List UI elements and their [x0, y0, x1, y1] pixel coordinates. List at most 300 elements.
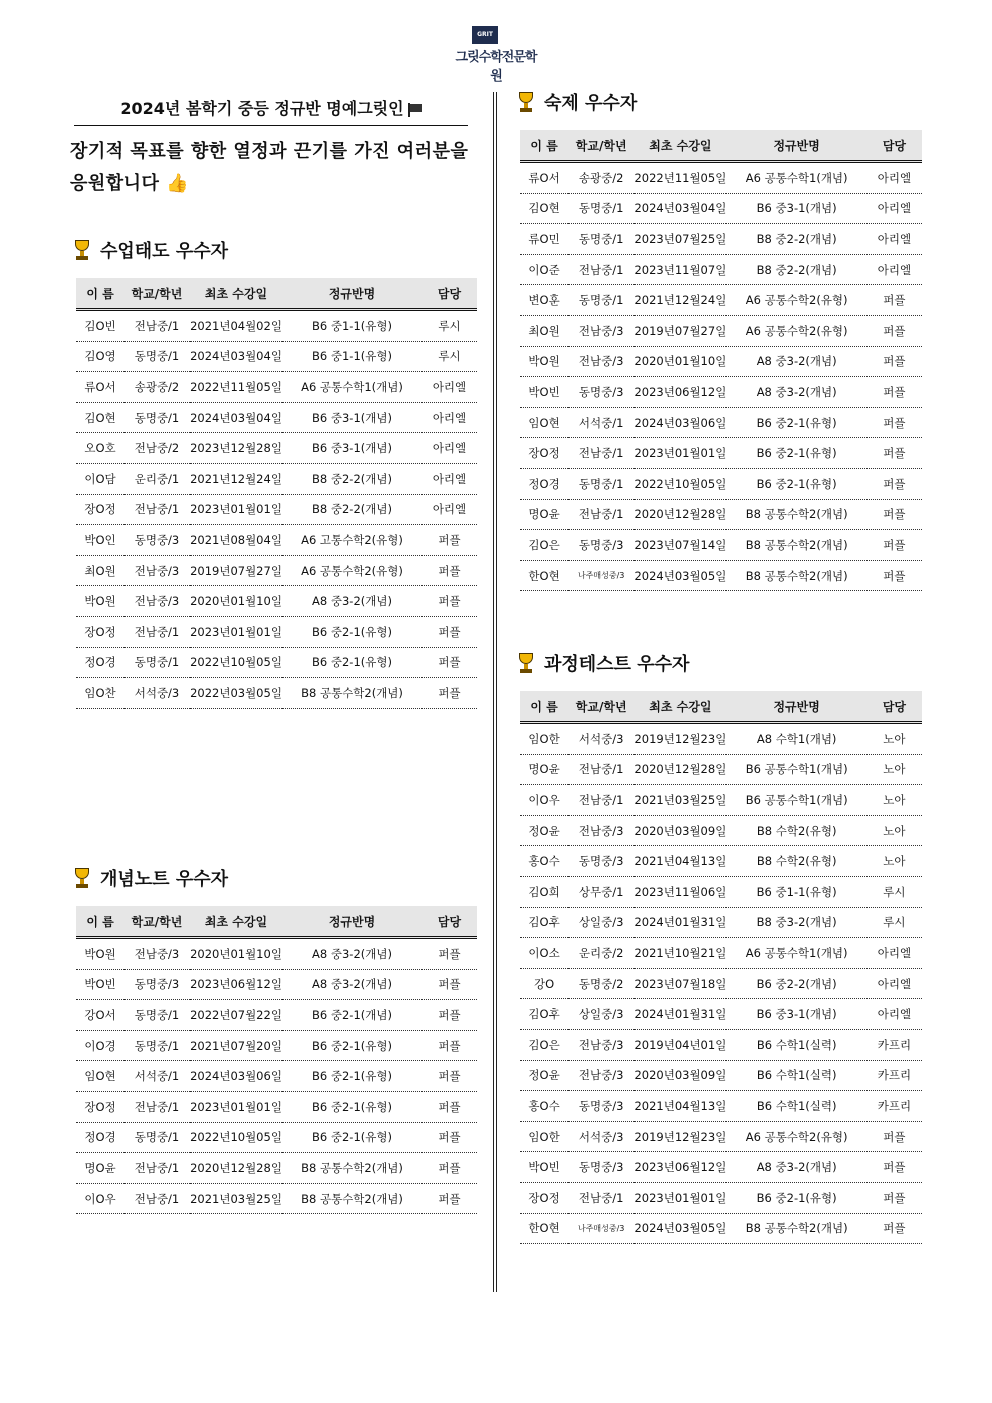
- column-header: 최초 수강일: [190, 906, 282, 938]
- table-cell: 퍼플: [422, 1061, 477, 1092]
- table-cell: B8 수학2(유형): [726, 815, 866, 846]
- table-cell: A6 공통수학2(유형): [726, 315, 866, 346]
- table-cell: 최O원: [76, 555, 124, 586]
- table-cell: 퍼플: [422, 1091, 477, 1122]
- table-cell: 아리엘: [867, 938, 922, 969]
- table-cell: B8 공통수학2(개념): [726, 499, 866, 530]
- subtitle-line-2: 응원합니다: [70, 173, 160, 194]
- table-row: [76, 1122, 477, 1153]
- table-row: [76, 463, 477, 494]
- table-row: [520, 1060, 922, 1091]
- column-header: 정규반명: [282, 278, 422, 310]
- table-cell: 퍼플: [422, 969, 477, 1000]
- table-row: [76, 678, 477, 709]
- table-cell: 이O우: [520, 785, 568, 816]
- table-cell: 장O정: [520, 438, 568, 469]
- table-cell: B6 중3-1(개념): [282, 402, 422, 433]
- table-cell: 임O한: [520, 1121, 568, 1152]
- table-cell: 2019년07월27일: [190, 555, 282, 586]
- table-cell: 아리엘: [422, 433, 477, 464]
- table-attitude: [76, 278, 477, 709]
- table-cell: 서석중/3: [124, 678, 190, 709]
- section-title-attitude: [72, 237, 228, 263]
- table-cell: 2024년03월06일: [190, 1061, 282, 1092]
- table-cell: 퍼플: [422, 586, 477, 617]
- table-cell: B6 중2-1(유형): [726, 438, 866, 469]
- table-row: [520, 876, 922, 907]
- table-cell: 아리엘: [867, 254, 922, 285]
- table-cell: 김O빈: [76, 310, 124, 342]
- table-cell: B6 중2-1(유형): [726, 468, 866, 499]
- table-cell: 박O원: [76, 586, 124, 617]
- table-cell: 퍼플: [422, 678, 477, 709]
- section-title-text: 수업태도 우수자: [100, 241, 228, 262]
- table-cell: 아리엘: [867, 162, 922, 194]
- table-cell: 노아: [867, 846, 922, 877]
- table-cell: 류O민: [520, 224, 568, 255]
- table-row: [76, 402, 477, 433]
- table-cell: 정O윤: [520, 1060, 568, 1091]
- table-row: [76, 494, 477, 525]
- table-cell: 상무중/1: [568, 876, 634, 907]
- table-cell: 나주매성중/3: [568, 560, 634, 591]
- table-cell: 2023년01월01일: [190, 494, 282, 525]
- table-cell: B8 공통수학2(개념): [726, 530, 866, 561]
- table-row: [76, 647, 477, 678]
- table-cell: 퍼플: [867, 285, 922, 316]
- logo-badge: GRIT: [477, 31, 493, 38]
- table-cell: 2021년08월04일: [190, 525, 282, 556]
- table-cell: 퍼플: [422, 938, 477, 970]
- section-title-text: 과정테스트 우수자: [544, 654, 690, 675]
- table-cell: A6 공통수학1(개념): [282, 372, 422, 403]
- table-cell: 이O경: [76, 1030, 124, 1061]
- table-cell: 임O한: [520, 723, 568, 755]
- table-cell: 퍼플: [422, 525, 477, 556]
- table-cell: 이O우: [76, 1183, 124, 1214]
- table-cell: 동명중/1: [568, 193, 634, 224]
- table-cell: 아리엘: [867, 999, 922, 1030]
- table-cell: 전남중/3: [124, 586, 190, 617]
- table-cell: 동명중/3: [568, 1091, 634, 1122]
- table-cell: 2019년12월23일: [634, 1121, 726, 1152]
- table-row: [520, 468, 922, 499]
- column-header: 학교/학년: [124, 906, 190, 938]
- table-cell: A6 공통수학1(개념): [726, 938, 866, 969]
- table-row: [76, 433, 477, 464]
- table-row: [76, 1030, 477, 1061]
- table-cell: 서석중/1: [568, 407, 634, 438]
- table-row: [520, 1029, 922, 1060]
- table-cell: 정O경: [76, 647, 124, 678]
- table-cell: 퍼플: [422, 616, 477, 647]
- table-cell: 김O영: [76, 341, 124, 372]
- table-cell: 김O후: [520, 907, 568, 938]
- column-header: 담당: [867, 130, 922, 162]
- table-row: [520, 999, 922, 1030]
- table-cell: 김O은: [520, 530, 568, 561]
- table-cell: 류O서: [76, 372, 124, 403]
- table-cell: 김O현: [76, 402, 124, 433]
- column-header: 담당: [867, 691, 922, 723]
- table-cell: 노아: [867, 723, 922, 755]
- table-cell: 명O윤: [520, 754, 568, 785]
- table-cell: 동명중/1: [124, 341, 190, 372]
- table-cell: 전남중/1: [568, 785, 634, 816]
- table-row: [76, 1183, 477, 1214]
- table-cell: 퍼플: [867, 377, 922, 408]
- flag-logo-icon: [472, 26, 498, 44]
- column-header: 정규반명: [282, 906, 422, 938]
- table-cell: B8 중2-2(개념): [282, 463, 422, 494]
- table-cell: B6 수학1(실력): [726, 1060, 866, 1091]
- table-cell: 전남중/1: [124, 494, 190, 525]
- table-cell: A8 중3-2(개념): [282, 938, 422, 970]
- table-cell: 퍼플: [422, 1122, 477, 1153]
- table-cell: 2021년04월13일: [634, 846, 726, 877]
- table-cell: 아리엘: [867, 968, 922, 999]
- table-cell: B8 중2-2(개념): [726, 224, 866, 255]
- table-cell: 서석중/3: [568, 1121, 634, 1152]
- table-row: [520, 938, 922, 969]
- table-cell: B8 수학2(유형): [726, 846, 866, 877]
- table-cell: 동명중/1: [124, 402, 190, 433]
- table-cell: B6 중2-1(유형): [282, 647, 422, 678]
- table-cell: 전남중/3: [568, 1029, 634, 1060]
- subtitle: [70, 136, 480, 200]
- table-row: [520, 1121, 922, 1152]
- table-cell: 2023년01월01일: [190, 1091, 282, 1122]
- table-cell: 전남중/1: [568, 499, 634, 530]
- table-cell: 퍼플: [867, 1182, 922, 1213]
- table-cell: 퍼플: [867, 438, 922, 469]
- column-header: 학교/학년: [568, 691, 634, 723]
- table-cell: 박O원: [76, 938, 124, 970]
- table-cell: B6 중2-1(유형): [282, 1122, 422, 1153]
- table-cell: 2021년03월25일: [634, 785, 726, 816]
- table-cell: B8 중2-2(개념): [282, 494, 422, 525]
- table-cell: 아리엘: [422, 372, 477, 403]
- table-cell: 아리엘: [867, 224, 922, 255]
- table-row: [76, 1153, 477, 1184]
- column-header: 최초 수강일: [190, 278, 282, 310]
- table-cell: B6 중1-1(유형): [282, 341, 422, 372]
- table-row: [520, 193, 922, 224]
- table-cell: 2020년03월09일: [634, 1060, 726, 1091]
- table-header-row: [520, 691, 922, 723]
- trophy-icon: [72, 867, 92, 889]
- section-title-homework: [516, 89, 637, 115]
- table-cell: B6 중1-1(유형): [282, 310, 422, 342]
- table-row: [520, 346, 922, 377]
- table-cell: 2024년03월06일: [634, 407, 726, 438]
- table-cell: 전남중/1: [124, 310, 190, 342]
- table-cell: 이O담: [76, 463, 124, 494]
- table-cell: 동명중/1: [124, 647, 190, 678]
- table-cell: 김O희: [520, 876, 568, 907]
- table-row: [520, 224, 922, 255]
- table-cell: 2019년12월23일: [634, 723, 726, 755]
- thumbs-up-icon: 👍: [166, 173, 190, 194]
- table-cell: 2020년12월28일: [634, 754, 726, 785]
- table-row: [520, 723, 922, 755]
- table-cell: 2024년03월05일: [634, 1213, 726, 1244]
- table-row: [520, 907, 922, 938]
- table-cell: B6 수학1(실력): [726, 1029, 866, 1060]
- table-cell: 전남중/1: [124, 1183, 190, 1214]
- table-row: [76, 1061, 477, 1092]
- table-cell: A8 중3-2(개념): [726, 377, 866, 408]
- table-cell: B6 수학1(실력): [726, 1091, 866, 1122]
- table-row: [76, 938, 477, 970]
- table-cell: 동명중/3: [568, 846, 634, 877]
- column-divider: [493, 92, 497, 1292]
- table-cell: 임O찬: [76, 678, 124, 709]
- table-row: [520, 407, 922, 438]
- table-cell: 박O빈: [76, 969, 124, 1000]
- table-row: [520, 499, 922, 530]
- table-cell: B6 중2-1(유형): [726, 407, 866, 438]
- table-cell: 2021년12월24일: [190, 463, 282, 494]
- table-cell: 2024년03월04일: [634, 193, 726, 224]
- table-cell: 2023년06월12일: [190, 969, 282, 1000]
- table-cell: 퍼플: [867, 468, 922, 499]
- table-cell: 2022년10월05일: [190, 647, 282, 678]
- table-row: [76, 525, 477, 556]
- table-cell: 2021년03월25일: [190, 1183, 282, 1214]
- table-cell: 아리엘: [867, 193, 922, 224]
- table-cell: B6 중1-1(유형): [726, 876, 866, 907]
- table-cell: 홍O수: [520, 1091, 568, 1122]
- table-row: [76, 555, 477, 586]
- table-row: [76, 616, 477, 647]
- section-title-notes: [72, 865, 228, 891]
- table-cell: 송광중/2: [568, 162, 634, 194]
- table-cell: A6 공통수학2(유형): [726, 1121, 866, 1152]
- table-row: [76, 1091, 477, 1122]
- table-row: [520, 815, 922, 846]
- table-cell: 아리엘: [422, 494, 477, 525]
- table-header-row: [76, 906, 477, 938]
- table-cell: 나주매성중/3: [568, 1213, 634, 1244]
- table-cell: 퍼플: [422, 1000, 477, 1031]
- table-cell: 동명중/2: [568, 968, 634, 999]
- table-cell: 명O윤: [520, 499, 568, 530]
- table-cell: 서석중/3: [568, 723, 634, 755]
- table-row: [76, 969, 477, 1000]
- table-cell: 박O인: [76, 525, 124, 556]
- table-cell: 장O정: [76, 494, 124, 525]
- table-cell: 2022년03월05일: [190, 678, 282, 709]
- table-row: [520, 438, 922, 469]
- table-row: [520, 1213, 922, 1244]
- table-cell: 박O빈: [520, 377, 568, 408]
- table-cell: 장O정: [520, 1182, 568, 1213]
- table-cell: B8 공통수학2(개념): [282, 678, 422, 709]
- column-header: 학교/학년: [124, 278, 190, 310]
- column-header: 이 름: [520, 130, 568, 162]
- academy-logo: [450, 24, 542, 84]
- table-cell: B8 공통수학2(개념): [726, 560, 866, 591]
- table-cell: B6 공통수학1(개념): [726, 754, 866, 785]
- table-cell: 김O현: [520, 193, 568, 224]
- table-cell: 동명중/3: [124, 525, 190, 556]
- table-cell: 동명중/1: [124, 1122, 190, 1153]
- table-cell: 전남중/1: [568, 754, 634, 785]
- table-cell: 임O현: [520, 407, 568, 438]
- table-cell: 서석중/1: [124, 1061, 190, 1092]
- table-cell: 박O빈: [520, 1152, 568, 1183]
- table-cell: A8 중3-2(개념): [282, 969, 422, 1000]
- table-cell: 이O준: [520, 254, 568, 285]
- table-row: [76, 1000, 477, 1031]
- table-cell: 퍼플: [867, 346, 922, 377]
- table-cell: A8 중3-2(개념): [726, 346, 866, 377]
- table-cell: 상일중/3: [568, 999, 634, 1030]
- table-cell: 2019년07월27일: [634, 315, 726, 346]
- table-cell: 2023년11월06일: [634, 876, 726, 907]
- table-row: [520, 162, 922, 194]
- column-header: 최초 수강일: [634, 691, 726, 723]
- page-title-text: 2024년 봄학기 중등 정규반 명예그릿인: [120, 99, 404, 118]
- table-cell: A6 공통수학2(유형): [726, 285, 866, 316]
- table-cell: 2020년03월09일: [634, 815, 726, 846]
- table-cell: 아리엘: [422, 463, 477, 494]
- table-cell: A6 고통수학2(유형): [282, 525, 422, 556]
- table-cell: A6 공통수학2(유형): [282, 555, 422, 586]
- table-cell: B8 중2-2(개념): [726, 254, 866, 285]
- table-cell: 노아: [867, 785, 922, 816]
- column-header: 최초 수강일: [634, 130, 726, 162]
- table-cell: 2023년06월12일: [634, 377, 726, 408]
- table-cell: 한O현: [520, 1213, 568, 1244]
- table-cell: B6 중3-1(개념): [726, 999, 866, 1030]
- subtitle-line-1: 장기적 목표를 향한 열정과 끈기를 가진 여러분을: [70, 141, 469, 162]
- table-cell: 전남중/3: [124, 938, 190, 970]
- table-cell: B6 공통수학1(개념): [726, 785, 866, 816]
- table-notes: [76, 906, 477, 1214]
- table-cell: 퍼플: [867, 560, 922, 591]
- table-cell: 퍼플: [422, 1153, 477, 1184]
- table-cell: 운리중/1: [124, 463, 190, 494]
- table-cell: 2024년03월05일: [634, 560, 726, 591]
- trophy-icon: [516, 91, 536, 113]
- table-cell: B8 공통수학2(개념): [282, 1153, 422, 1184]
- page-title: [74, 96, 468, 126]
- table-cell: 임O현: [76, 1061, 124, 1092]
- table-header-row: [76, 278, 477, 310]
- table-cell: 2021년12월24일: [634, 285, 726, 316]
- table-cell: 명O윤: [76, 1153, 124, 1184]
- table-row: [520, 968, 922, 999]
- table-cell: 퍼플: [422, 1030, 477, 1061]
- table-cell: 퍼플: [867, 407, 922, 438]
- table-cell: B6 중2-2(개념): [726, 968, 866, 999]
- table-cell: 전남중/1: [568, 1182, 634, 1213]
- table-cell: 동명중/3: [568, 377, 634, 408]
- table-cell: 2024년03월04일: [190, 402, 282, 433]
- table-cell: 한O현: [520, 560, 568, 591]
- table-cell: 김O은: [520, 1029, 568, 1060]
- table-test: [520, 691, 922, 1244]
- column-header: 담당: [422, 278, 477, 310]
- table-cell: 오O호: [76, 433, 124, 464]
- table-cell: 2023년01월01일: [634, 438, 726, 469]
- table-cell: 2023년06월12일: [634, 1152, 726, 1183]
- table-row: [520, 1182, 922, 1213]
- table-cell: 2023년01월01일: [634, 1182, 726, 1213]
- table-cell: 퍼플: [867, 499, 922, 530]
- table-cell: 노아: [867, 815, 922, 846]
- table-cell: 2022년11월05일: [634, 162, 726, 194]
- table-row: [520, 315, 922, 346]
- table-cell: 루시: [422, 341, 477, 372]
- table-cell: 퍼플: [867, 315, 922, 346]
- table-cell: 동명중/1: [568, 224, 634, 255]
- table-cell: 퍼플: [422, 647, 477, 678]
- table-homework: [520, 130, 922, 591]
- table-cell: 전남중/3: [568, 1060, 634, 1091]
- table-cell: 2023년07월18일: [634, 968, 726, 999]
- table-cell: 정O윤: [520, 815, 568, 846]
- table-cell: 2023년01월01일: [190, 616, 282, 647]
- table-cell: 2021년04월13일: [634, 1091, 726, 1122]
- academy-name: 그릿수학전문학원: [455, 50, 537, 84]
- table-cell: A8 중3-2(개념): [726, 1152, 866, 1183]
- table-cell: B8 공통수학2(개념): [726, 1213, 866, 1244]
- table-cell: 동명중/1: [124, 1030, 190, 1061]
- table-cell: 전남중/3: [124, 555, 190, 586]
- table-cell: 2024년03월04일: [190, 341, 282, 372]
- table-cell: 2022년11월05일: [190, 372, 282, 403]
- column-header: 담당: [422, 906, 477, 938]
- table-cell: 동명중/3: [568, 1152, 634, 1183]
- table-cell: 2024년01월31일: [634, 999, 726, 1030]
- table-cell: 2023년07월25일: [634, 224, 726, 255]
- table-cell: 김O후: [520, 999, 568, 1030]
- table-cell: 전남중/3: [568, 315, 634, 346]
- table-row: [76, 341, 477, 372]
- section-title-text: 숙제 우수자: [544, 93, 638, 114]
- table-cell: 상일중/3: [568, 907, 634, 938]
- table-cell: 동명중/3: [568, 530, 634, 561]
- table-cell: B6 중2-1(개념): [282, 1000, 422, 1031]
- table-cell: 2020년01월10일: [190, 586, 282, 617]
- table-cell: 변O훈: [520, 285, 568, 316]
- table-cell: B6 중2-1(유형): [282, 616, 422, 647]
- trophy-icon: [72, 239, 92, 261]
- table-cell: 2021년07월20일: [190, 1030, 282, 1061]
- table-row: [520, 530, 922, 561]
- table-cell: A8 수학1(개념): [726, 723, 866, 755]
- table-cell: 퍼플: [422, 555, 477, 586]
- column-header: 이 름: [520, 691, 568, 723]
- table-cell: A8 중3-2(개념): [282, 586, 422, 617]
- table-cell: 2020년01월10일: [634, 346, 726, 377]
- table-cell: 루시: [867, 876, 922, 907]
- table-row: [76, 586, 477, 617]
- table-cell: 전남중/1: [124, 1091, 190, 1122]
- table-cell: 운리중/2: [568, 938, 634, 969]
- table-cell: 2022년10월05일: [190, 1122, 282, 1153]
- table-row: [520, 846, 922, 877]
- table-cell: 2022년07월22일: [190, 1000, 282, 1031]
- table-row: [520, 560, 922, 591]
- table-cell: 전남중/2: [124, 433, 190, 464]
- table-cell: 2020년12월28일: [634, 499, 726, 530]
- table-cell: B6 중2-1(유형): [282, 1061, 422, 1092]
- table-cell: 전남중/1: [124, 616, 190, 647]
